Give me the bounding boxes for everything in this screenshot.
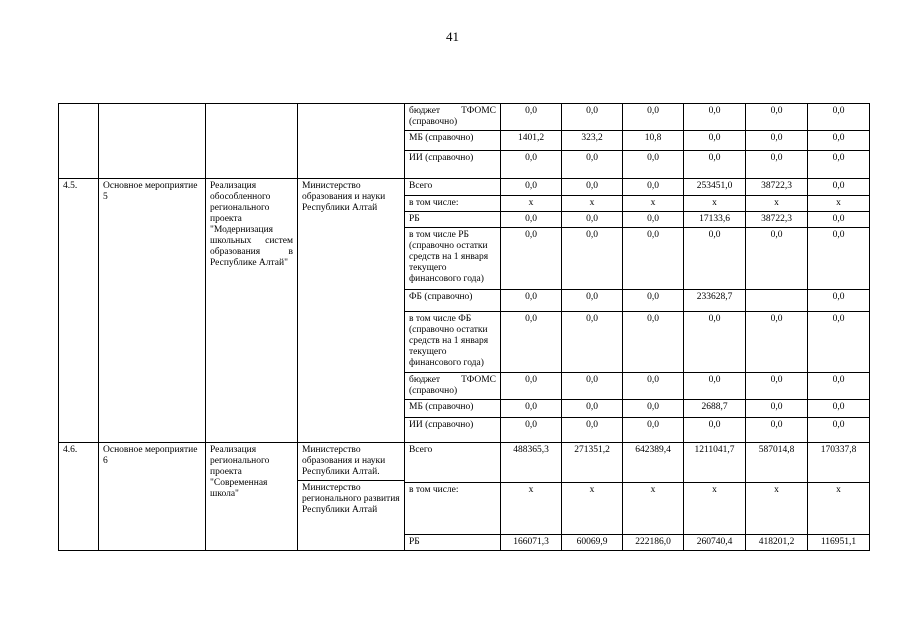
value-cell: 0,0: [808, 212, 870, 228]
budget-table: [58, 103, 870, 551]
activity-name-cell: [99, 104, 206, 179]
source-label: ИИ (справочно): [405, 151, 501, 179]
value-cell: x: [623, 196, 684, 212]
value-cell: 0,0: [746, 312, 808, 373]
value-cell: 0,0: [808, 290, 870, 312]
value-cell: 0,0: [746, 104, 808, 131]
value-cell: 2688,7: [684, 400, 746, 418]
value-cell: 170337,8: [808, 443, 870, 483]
value-cell: x: [501, 483, 562, 535]
value-cell: 0,0: [562, 312, 623, 373]
value-cell: 0,0: [501, 312, 562, 373]
value-cell: 0,0: [746, 373, 808, 400]
activity-name: Основное мероприятие 6: [99, 443, 206, 551]
value-cell: 0,0: [623, 312, 684, 373]
value-cell: 0,0: [808, 179, 870, 196]
value-cell: 0,0: [623, 212, 684, 228]
project-name: Реализация обособленного регионального проекта "Модернизация школьных систем образования в Республике Алтай": [206, 179, 298, 443]
value-cell: 323,2: [562, 131, 623, 151]
value-cell: 0,0: [684, 228, 746, 290]
value-cell: 60069,9: [562, 535, 623, 551]
source-label: в том числе:: [405, 483, 501, 535]
value-cell: 260740,4: [684, 535, 746, 551]
value-cell: x: [501, 196, 562, 212]
value-cell: 0,0: [684, 104, 746, 131]
value-cell: 587014,8: [746, 443, 808, 483]
row-number: 4.6.: [59, 443, 99, 551]
value-cell: 0,0: [746, 418, 808, 443]
executor-name: Министерство образования и науки Республики Алтай.: [302, 445, 386, 477]
value-cell: 0,0: [684, 312, 746, 373]
project-cell: [206, 104, 298, 179]
source-label: ИИ (справочно): [405, 418, 501, 443]
value-cell: 0,0: [808, 373, 870, 400]
value-cell: 166071,3: [501, 535, 562, 551]
value-cell: 0,0: [501, 418, 562, 443]
executor-name: Министерство образования и науки Республики Алтай: [298, 179, 405, 443]
value-cell: 116951,1: [808, 535, 870, 551]
value-cell: 642389,4: [623, 443, 684, 483]
value-cell: x: [623, 483, 684, 535]
value-cell: 0,0: [501, 151, 562, 179]
value-cell: 0,0: [684, 373, 746, 400]
value-cell: 1211041,7: [684, 443, 746, 483]
value-cell: 0,0: [501, 228, 562, 290]
value-cell: 222186,0: [623, 535, 684, 551]
executor-name: Министерство регионального развития Республики Алтай: [298, 480, 404, 518]
value-cell: 0,0: [808, 104, 870, 131]
value-cell: 0,0: [746, 228, 808, 290]
value-cell: 0,0: [501, 373, 562, 400]
value-cell: 0,0: [623, 373, 684, 400]
value-cell: x: [684, 483, 746, 535]
value-cell: 0,0: [501, 104, 562, 131]
activity-name: Основное мероприятие 5: [99, 179, 206, 443]
source-label: Всего: [405, 443, 501, 483]
value-cell: 0,0: [746, 151, 808, 179]
value-cell: x: [562, 196, 623, 212]
value-cell: 0,0: [808, 228, 870, 290]
value-cell: 0,0: [808, 400, 870, 418]
executor-cell: [298, 443, 405, 551]
value-cell: [746, 290, 808, 312]
value-cell: 38722,3: [746, 212, 808, 228]
value-cell: 0,0: [623, 228, 684, 290]
value-cell: 0,0: [501, 212, 562, 228]
value-cell: 233628,7: [684, 290, 746, 312]
value-cell: 0,0: [623, 418, 684, 443]
source-label: Всего: [405, 179, 501, 196]
value-cell: x: [746, 196, 808, 212]
value-cell: 0,0: [501, 400, 562, 418]
value-cell: 0,0: [562, 228, 623, 290]
value-cell: 0,0: [562, 212, 623, 228]
value-cell: 38722,3: [746, 179, 808, 196]
table-body: [59, 104, 870, 551]
source-label: в том числе РБ (справочно остатки средств на 1 января текущего финансового года): [405, 228, 501, 290]
value-cell: 0,0: [562, 373, 623, 400]
value-cell: 271351,2: [562, 443, 623, 483]
value-cell: 0,0: [623, 179, 684, 196]
row-number: 4.5.: [59, 179, 99, 443]
value-cell: x: [562, 483, 623, 535]
value-cell: 0,0: [746, 131, 808, 151]
value-cell: 253451,0: [684, 179, 746, 196]
value-cell: 0,0: [623, 151, 684, 179]
value-cell: 0,0: [623, 104, 684, 131]
value-cell: 17133,6: [684, 212, 746, 228]
row-number-cell: [59, 104, 99, 179]
source-label: РБ: [405, 535, 501, 551]
value-cell: 0,0: [808, 151, 870, 179]
value-cell: 0,0: [501, 179, 562, 196]
value-cell: 10,8: [623, 131, 684, 151]
value-cell: 0,0: [562, 418, 623, 443]
source-label: в том числе ФБ (справочно остатки средств на 1 января текущего финансового года): [405, 312, 501, 373]
source-label: бюджет ТФОМС (справочно): [405, 373, 501, 400]
value-cell: 0,0: [562, 290, 623, 312]
source-label: в том числе:: [405, 196, 501, 212]
value-cell: 0,0: [684, 418, 746, 443]
value-cell: 0,0: [623, 290, 684, 312]
source-label: МБ (справочно): [405, 131, 501, 151]
value-cell: x: [684, 196, 746, 212]
source-label: ФБ (справочно): [405, 290, 501, 312]
value-cell: x: [808, 196, 870, 212]
value-cell: 0,0: [623, 400, 684, 418]
value-cell: x: [746, 483, 808, 535]
value-cell: 0,0: [746, 400, 808, 418]
value-cell: 1401,2: [501, 131, 562, 151]
value-cell: 0,0: [562, 151, 623, 179]
value-cell: 488365,3: [501, 443, 562, 483]
value-cell: 0,0: [562, 179, 623, 196]
value-cell: 0,0: [501, 290, 562, 312]
value-cell: 0,0: [808, 131, 870, 151]
table-row: [59, 179, 870, 196]
value-cell: 418201,2: [746, 535, 808, 551]
value-cell: x: [808, 483, 870, 535]
value-cell: 0,0: [684, 131, 746, 151]
table-row: [59, 104, 870, 131]
table-row: [59, 443, 870, 483]
value-cell: 0,0: [562, 104, 623, 131]
project-name: Реализация регионального проекта "Современная школа": [206, 443, 298, 551]
value-cell: 0,0: [684, 151, 746, 179]
source-label: РБ: [405, 212, 501, 228]
source-label: МБ (справочно): [405, 400, 501, 418]
source-label: бюджет ТФОМС (справочно): [405, 104, 501, 131]
value-cell: 0,0: [808, 312, 870, 373]
page-number: 41: [446, 29, 459, 44]
value-cell: 0,0: [562, 400, 623, 418]
executor-cell: [298, 104, 405, 179]
value-cell: 0,0: [808, 418, 870, 443]
